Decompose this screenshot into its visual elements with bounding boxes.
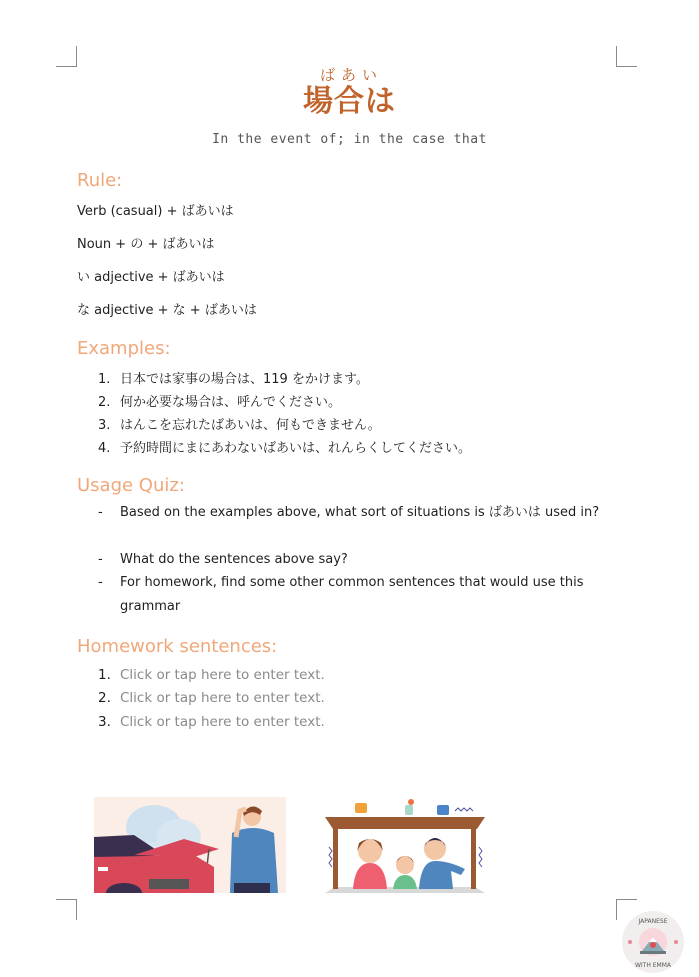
homework-text-field[interactable]: Click or tap here to enter text. xyxy=(120,714,325,730)
crop-mark-top-right xyxy=(616,46,637,67)
logo-top-text: JAPANESE xyxy=(638,918,668,925)
quiz-item xyxy=(98,548,618,572)
quiz-text: For homework, find some other common sentences that would use this grammar xyxy=(120,575,584,614)
title-meaning: In the event of; in the case that xyxy=(212,132,487,147)
bullet-dash: - xyxy=(98,552,103,567)
homework-text-field[interactable]: Click or tap here to enter text. xyxy=(120,667,325,683)
title-block xyxy=(0,66,699,120)
crop-mark-top-left xyxy=(56,46,77,67)
bullet-dash: - xyxy=(98,505,103,520)
example-text: はんこを忘れたばあいは、何もできません。 xyxy=(120,418,381,433)
rule-line: な adjective + な + ばあいは xyxy=(77,303,257,318)
example-number: 4. xyxy=(98,441,111,456)
homework-number: 2. xyxy=(98,690,111,706)
rule-line: い adjective + ばあいは xyxy=(77,270,225,285)
example-number: 3. xyxy=(98,418,111,433)
example-item xyxy=(98,368,369,387)
example-item xyxy=(98,391,341,410)
homework-item xyxy=(98,667,325,683)
example-text: 何か必要な場合は、呼んでください。 xyxy=(120,395,342,410)
car-breakdown-illustration xyxy=(94,797,286,893)
examples-heading: Examples: xyxy=(77,338,171,359)
quiz-item xyxy=(98,501,618,525)
example-text: 予約時間にまにあわないばあいは、れんらくしてください。 xyxy=(120,441,472,456)
earthquake-table-illustration xyxy=(325,797,485,893)
rule-line: Verb (casual) + ばあいは xyxy=(77,204,234,219)
example-number: 1. xyxy=(98,372,111,387)
homework-item xyxy=(98,714,325,730)
page-title: 場合は xyxy=(303,84,396,119)
homework-number: 1. xyxy=(98,667,111,683)
rule-heading: Rule: xyxy=(77,170,123,191)
rule-line: Noun + の + ばあいは xyxy=(77,237,215,252)
bullet-dash: - xyxy=(98,575,103,590)
japanese-with-emma-logo xyxy=(622,911,684,973)
homework-number: 3. xyxy=(98,714,111,730)
homework-item xyxy=(98,690,325,706)
example-item xyxy=(98,414,381,433)
quiz-item xyxy=(98,571,618,619)
homework-text-field[interactable]: Click or tap here to enter text. xyxy=(120,690,325,706)
quiz-heading: Usage Quiz: xyxy=(77,475,185,496)
example-number: 2. xyxy=(98,395,111,410)
example-text: 日本では家事の場合は、119 をかけます。 xyxy=(120,372,369,387)
title-furigana: ばあい xyxy=(319,66,383,84)
homework-heading: Homework sentences: xyxy=(77,636,278,657)
quiz-text: Based on the examples above, what sort of situations is ばあいは used in? xyxy=(120,505,600,520)
crop-mark-bottom-left xyxy=(56,899,77,920)
example-item xyxy=(98,437,471,456)
quiz-text: What do the sentences above say? xyxy=(120,552,348,567)
logo-bottom-text: WITH EMMA xyxy=(634,962,672,969)
